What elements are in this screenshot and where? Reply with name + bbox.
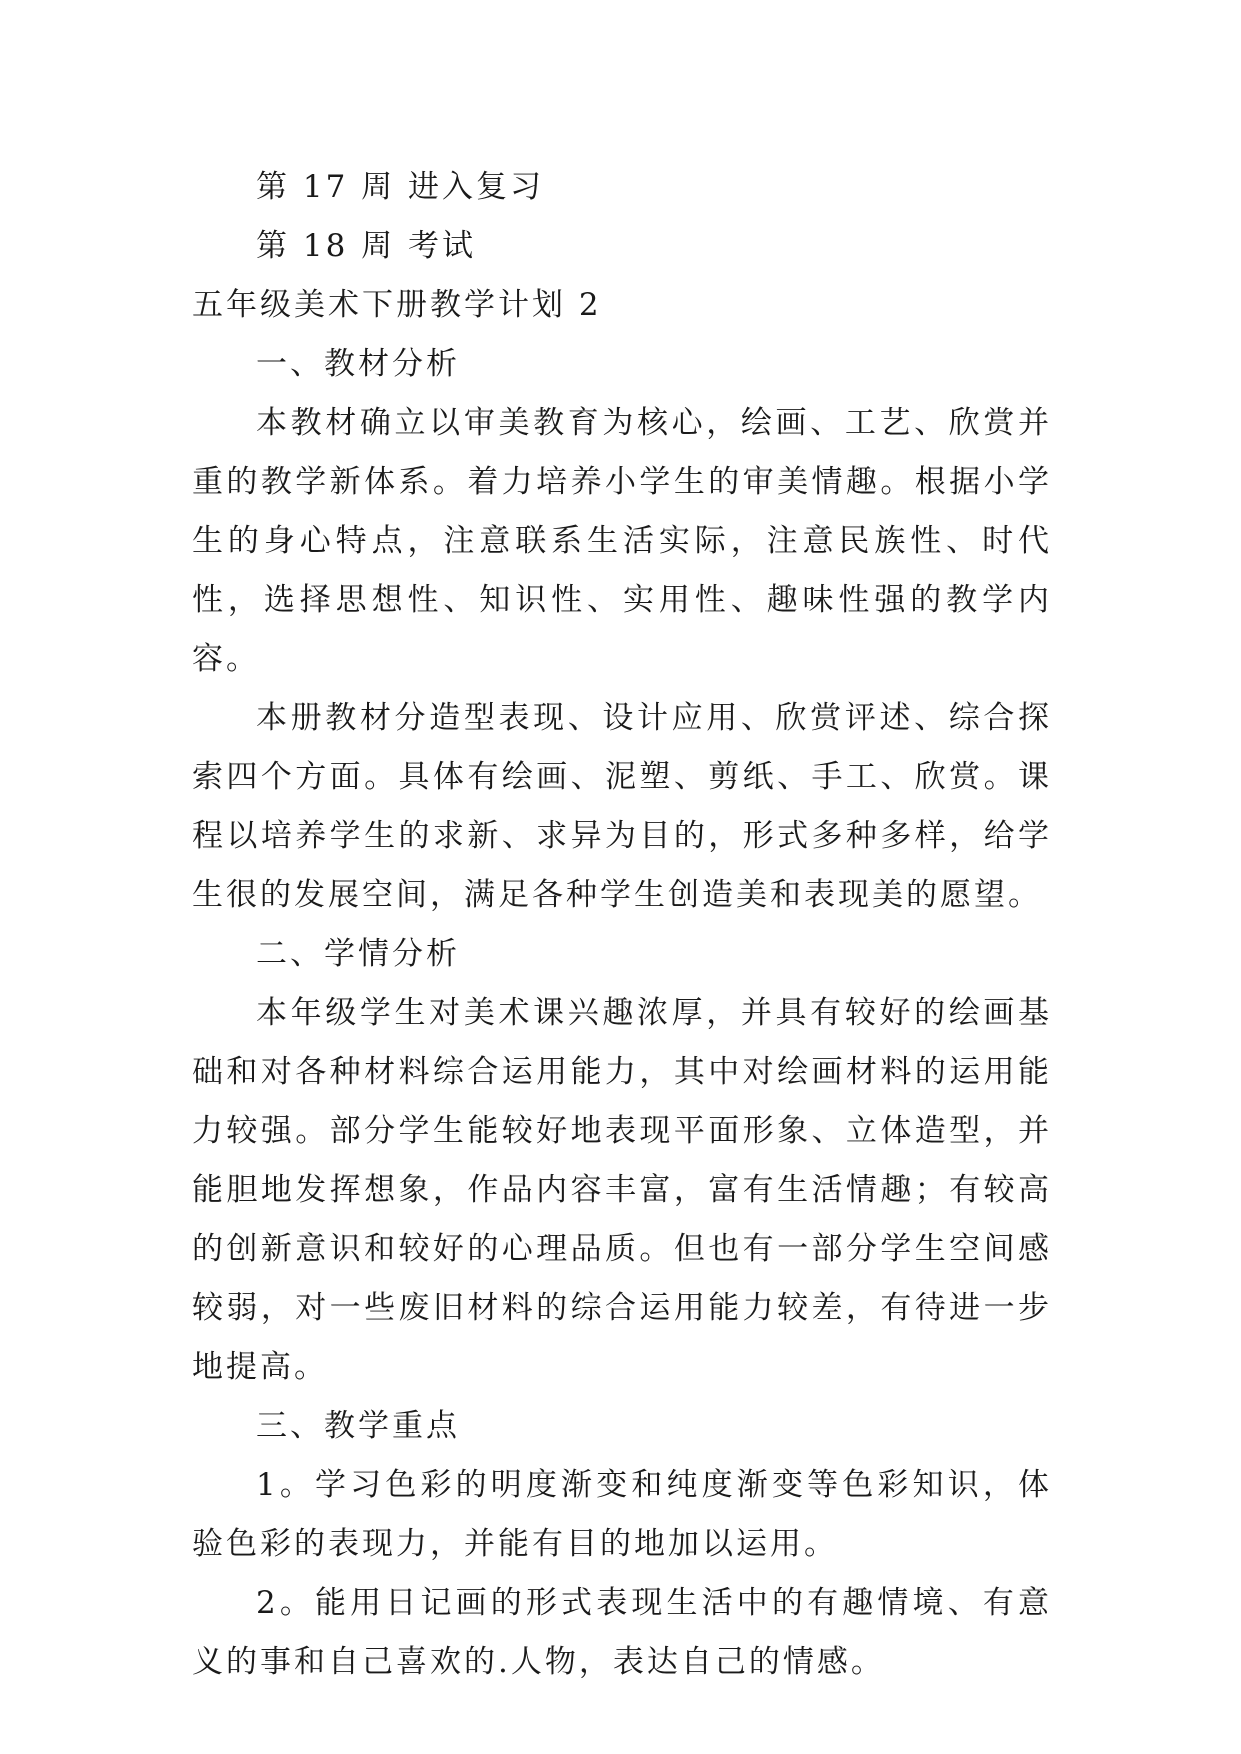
week-18-line: 第 18 周 考试 <box>256 228 477 264</box>
section-heading-student-analysis: 二、学情分析 <box>256 936 460 972</box>
paragraph: 本教材确立以审美教育为核心，绘画、工艺、欣赏并重的教学新体系。着力培养小学生的审美情趣。根据小学生的身心特点，注意联系生活实际，注意民族性、时代性，选择思想性、知识性、实用性、趣味性强的教学内容。 <box>192 405 1052 677</box>
document-body <box>192 158 1052 1692</box>
plan-title: 五年级美术下册教学计划 2 <box>192 287 602 323</box>
paragraph: 本年级学生对美术课兴趣浓厚，并具有较好的绘画基础和对各种材料综合运用能力，其中对绘画材料的运用能力较强。部分学生能较好地表现平面形象、立体造型，并能胆地发挥想象，作品内容丰富，富有生活情趣；有较高的创新意识和较好的心理品质。但也有一部分学生空间感较弱，对一些废旧材料的综合运用能力较差，有待进一步地提高。 <box>192 995 1052 1385</box>
section-heading-textbook-analysis: 一、教材分析 <box>256 346 460 382</box>
paragraph: 1。学习色彩的明度渐变和纯度渐变等色彩知识，体验色彩的表现力，并能有目的地加以运用。 <box>192 1467 1052 1562</box>
week-17-line: 第 17 周 进入复习 <box>256 169 545 205</box>
paragraph: 本册教材分造型表现、设计应用、欣赏评述、综合探索四个方面。具体有绘画、泥塑、剪纸、手工、欣赏。课程以培养学生的求新、求异为目的，形式多种多样，给学生很的发展空间，满足各种学生创造美和表现美的愿望。 <box>192 700 1052 913</box>
paragraph: 2。能用日记画的形式表现生活中的有趣情境、有意义的事和自己喜欢的.人物，表达自己的情感。 <box>192 1585 1052 1680</box>
section-heading-teaching-focus: 三、教学重点 <box>256 1408 460 1444</box>
